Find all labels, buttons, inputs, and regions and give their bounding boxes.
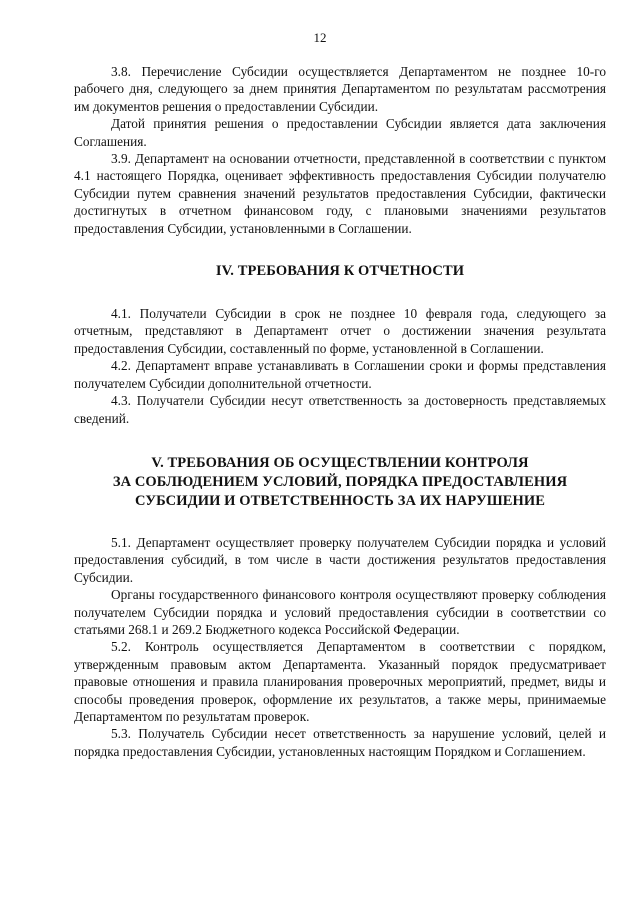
page-number: 12 <box>313 30 327 45</box>
paragraph-5-1-control: Органы государственного финансового контроля осуществляют проверку соблюдения получателем Субсидии порядка и условий предоставления субсидии в соответствии со статьями 268.1 и 269.2 Бюджетного кодекса Российской Федерации. <box>74 587 606 637</box>
paragraph-4-2: 4.2. Департамент вправе устанавливать в Соглашении сроки и формы представления получателем Субсидии дополнительной отчетности. <box>74 358 606 391</box>
paragraph-3-8-date: Датой принятия решения о предоставлении Субсидии является дата заключения Соглашения. <box>74 116 606 149</box>
paragraph-5-1: 5.1. Департамент осуществляет проверку получателем Субсидии порядка и условий предоставления субсидий, в том числе в части достижения результатов предоставления Субсидии. <box>74 534 606 585</box>
section-4-title: IV. ТРЕБОВАНИЯ К ОТЧЕТНОСТИ <box>215 263 465 280</box>
paragraph-4-3: 4.3. Получатели Субсидии несут ответственность за достоверность представляемых сведений. <box>74 393 606 426</box>
paragraph-5-2: 5.2. Контроль осуществляется Департаментом в соответствии с порядком, утвержденным правовым актом Департамента. Указанный порядок предусматривает правовые отношения и правила планирования проверочных мероприятий, предмет, виды и способы проведения проверок, оформление их результатов, а также меры, принимаемые Департаментом по результатам проверок. <box>74 639 606 724</box>
paragraph-4-1: 4.1. Получатели Субсидии в срок не позднее 10 февраля года, следующего за отчетным, представляют в Департамент отчет о достижении значения результата предоставления Субсидии, составленный по форме, установленной в Соглашении. <box>74 306 606 356</box>
section-5-title-line-2: ЗА СОБЛЮДЕНИЕМ УСЛОВИЙ, ПОРЯДКА ПРЕДОСТАВЛЕНИЯ <box>112 473 568 490</box>
paragraph-3-9: 3.9. Департамент на основании отчетности, представленной в соответствии с пунктом 4.1 настоящего Порядка, оценивает эффективность предоставления Субсидии получателю Субсидии путем сравнения значений результатов предоставления Субсидии, фактически достигнутых в отчетном финансовом году, с плановыми значениями результатов предоставления Субсидии, установленными в Соглашении. <box>74 151 606 236</box>
section-5-title <box>74 454 606 511</box>
page-content <box>74 63 606 760</box>
section-5-title-line-3: СУБСИДИИ И ОТВЕТСТВЕННОСТЬ ЗА ИХ НАРУШЕНИЕ <box>134 492 546 509</box>
paragraph-5-3: 5.3. Получатель Субсидии несет ответственность за нарушение условий, целей и порядка предоставления Субсидии, установленных настоящим Порядком и Соглашением. <box>74 726 606 759</box>
section-5-title-line-1: V. ТРЕБОВАНИЯ ОБ ОСУЩЕСТВЛЕНИИ КОНТРОЛЯ <box>151 454 529 471</box>
paragraph-3-8: 3.8. Перечисление Субсидии осуществляется Департаментом не позднее 10-го рабочего дня, следующего за днем принятия Департаментом по результатам рассмотрения им документов решения о предоставлении Субсидии. <box>74 64 606 114</box>
